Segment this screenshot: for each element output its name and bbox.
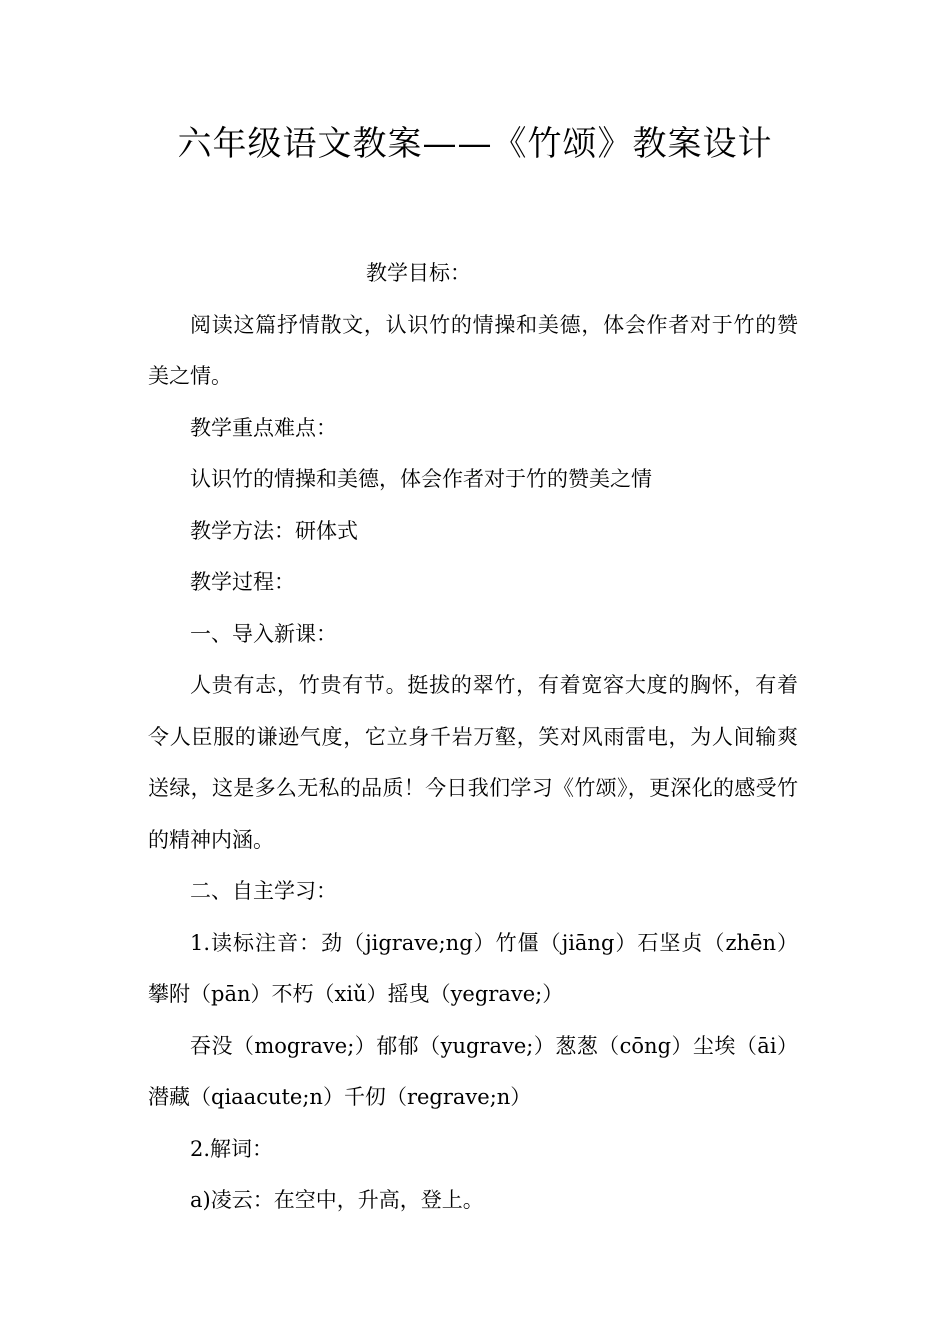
paragraph-vocabulary-a: a)凌云：在空中，升高，登上。 (190, 1188, 484, 1212)
paragraph-method: 教学方法：研体式 (190, 518, 358, 543)
section-heading-self-study: 二、自主学习： (190, 879, 337, 903)
section-heading-process: 教学过程： (190, 570, 295, 594)
paragraph-intro: 人贵有志，竹贵有节。挺拔的翠竹，有着宽容大度的胸怀，有着令人臣服的谦逊气度，它立身千岩万壑，笑对风雨雷电，为人间输爽送绿，这是多么无私的品质！今日我们学习《竹颂》，更深化的感受竹的精神内涵。 (148, 673, 798, 852)
paragraph-pinyin-1: 1.读标注音：劲（jigrave;ng）竹僵（jiāng）石坚贞（zhēn）攀附（pān）不朽（xiǔ）摇曳（yegrave;） (148, 930, 798, 1006)
paragraph-key-points: 认识竹的情操和美德，体会作者对于竹的赞美之情 (190, 467, 652, 491)
section-heading-objectives: 教学目标： (366, 261, 471, 285)
section-heading-intro: 一、导入新课： (190, 621, 337, 646)
document-title: 六年级语文教案——《竹颂》教案设计 (177, 124, 773, 164)
paragraph-objectives: 阅读这篇抒情散文，认识竹的情操和美德，体会作者对于竹的赞美之情。 (148, 312, 798, 388)
paragraph-pinyin-2: 吞没（mograve;）郁郁（yugrave;）葱葱（cōng）尘埃（āi）潜藏（qiaacute;n）千仞（regrave;n） (148, 1033, 798, 1109)
section-heading-key-points: 教学重点难点： (190, 415, 337, 440)
document-body (148, 248, 798, 1227)
section-heading-vocabulary: 2.解词： (190, 1136, 274, 1161)
